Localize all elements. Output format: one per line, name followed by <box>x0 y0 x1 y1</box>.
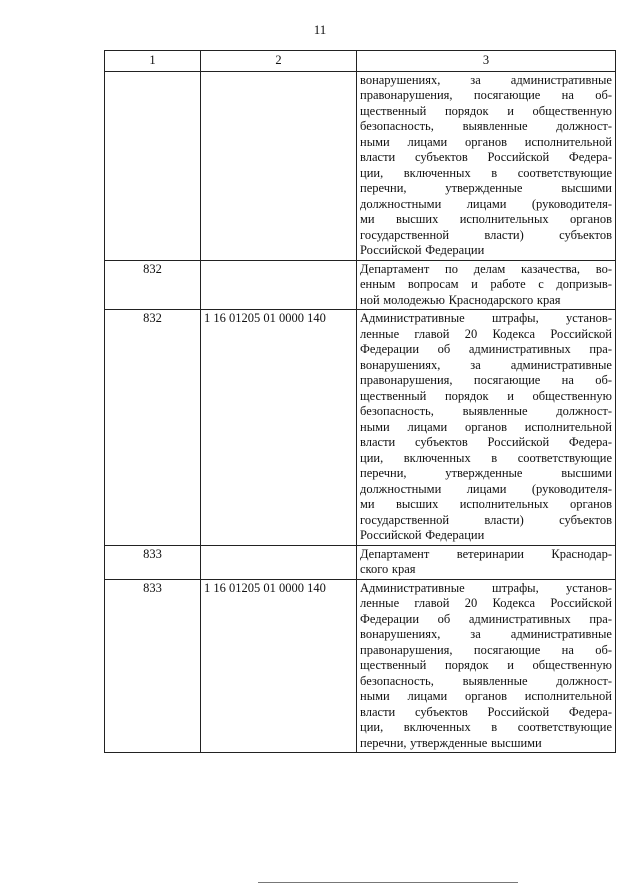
description-line: должностными лицами (руководителя- <box>360 481 612 496</box>
description-line: безопасность, выявленные должност- <box>360 404 612 418</box>
description-line: власти субъектов Российской Федера- <box>360 704 612 719</box>
description-line: вонарушениях, за административные <box>360 627 612 641</box>
revenue-code-cell: 1 16 01205 01 0000 140 <box>201 579 357 753</box>
description-line: ции, включенных в соответствующие <box>360 450 612 465</box>
description-line: енным вопросам и работе с допризыв- <box>360 277 612 291</box>
description-line: Департамент ветеринарии Краснодар- <box>360 546 612 561</box>
description-cell <box>357 71 616 260</box>
description-line: Российской Федерации <box>360 528 485 542</box>
table-body <box>105 71 616 753</box>
table-row <box>105 71 616 260</box>
description-line: щественный порядок и общественную <box>360 388 612 403</box>
description-line: щественный порядок и общественную <box>360 658 612 672</box>
description-line: ского края <box>360 562 416 576</box>
description-line: Административные штрафы, установ- <box>360 311 612 325</box>
description-line: Департамент по делам казачества, во- <box>360 261 612 276</box>
header-col-3: 3 <box>357 51 616 72</box>
budget-codes-table <box>104 50 616 753</box>
description-line: ции, включенных в соответствующие <box>360 720 612 734</box>
header-col-1: 1 <box>105 51 201 72</box>
description-line: ми высших исполнительных органов <box>360 212 612 226</box>
description-line: ными лицами органов исполнительной <box>360 419 612 434</box>
revenue-code-cell <box>201 545 357 579</box>
description-cell <box>357 545 616 579</box>
table-row <box>105 579 616 753</box>
description-line: щественный порядок и общественную <box>360 103 612 118</box>
admin-code-cell: 833 <box>105 579 201 753</box>
description-line: ленные главой 20 Кодекса Российской <box>360 326 612 341</box>
header-col-2: 2 <box>201 51 357 72</box>
revenue-code-cell <box>201 260 357 310</box>
admin-code-cell: 832 <box>105 310 201 546</box>
description-line: Административные штрафы, установ- <box>360 580 612 595</box>
description-line: безопасность, выявленные должност- <box>360 673 612 688</box>
description-line: ными лицами органов исполнительной <box>360 134 612 149</box>
admin-code-cell: 833 <box>105 545 201 579</box>
description-line: ными лицами органов исполнительной <box>360 689 612 703</box>
footer-rule <box>258 882 518 883</box>
description-line: власти субъектов Российской Федера- <box>360 435 612 449</box>
description-cell <box>357 310 616 546</box>
admin-code-cell <box>105 71 201 260</box>
table-header-row <box>105 51 616 72</box>
description-line: ции, включенных в соответствующие <box>360 165 612 180</box>
page-number: 11 <box>313 22 327 37</box>
description-line: Федерации об административных пра- <box>360 342 612 356</box>
description-line: правонарушения, посягающие на об- <box>360 373 612 387</box>
description-line: перечни, утвержденные высшими <box>360 181 612 195</box>
description-line: власти субъектов Российской Федера- <box>360 150 612 164</box>
table-row <box>105 260 616 310</box>
description-cell <box>357 260 616 310</box>
description-line: перечни, утвержденные высшими <box>360 466 612 480</box>
description-cell <box>357 579 616 753</box>
description-line: ленные главой 20 Кодекса Российской <box>360 596 612 610</box>
admin-code-cell: 832 <box>105 260 201 310</box>
description-line: ной молодежью Краснодарского края <box>360 292 561 307</box>
revenue-code-cell: 1 16 01205 01 0000 140 <box>201 310 357 546</box>
description-line: должностными лицами (руководителя- <box>360 196 612 211</box>
table-row <box>105 545 616 579</box>
description-line: вонарушениях, за административные <box>360 357 612 372</box>
description-line: Федерации об административных пра- <box>360 611 612 626</box>
revenue-code-cell <box>201 71 357 260</box>
description-line: правонарушения, посягающие на об- <box>360 88 612 102</box>
description-line: правонарушения, посягающие на об- <box>360 642 612 657</box>
description-line: перечни, утвержденные высшими <box>360 735 542 750</box>
description-line: государственной власти) субъектов <box>360 227 612 242</box>
description-line: ми высших исполнительных органов <box>360 497 612 511</box>
description-line: Российской Федерации <box>360 243 485 257</box>
description-line: государственной власти) субъектов <box>360 512 612 527</box>
table-row <box>105 310 616 546</box>
description-line: вонарушениях, за административные <box>360 72 612 87</box>
description-line: безопасность, выявленные должност- <box>360 119 612 133</box>
